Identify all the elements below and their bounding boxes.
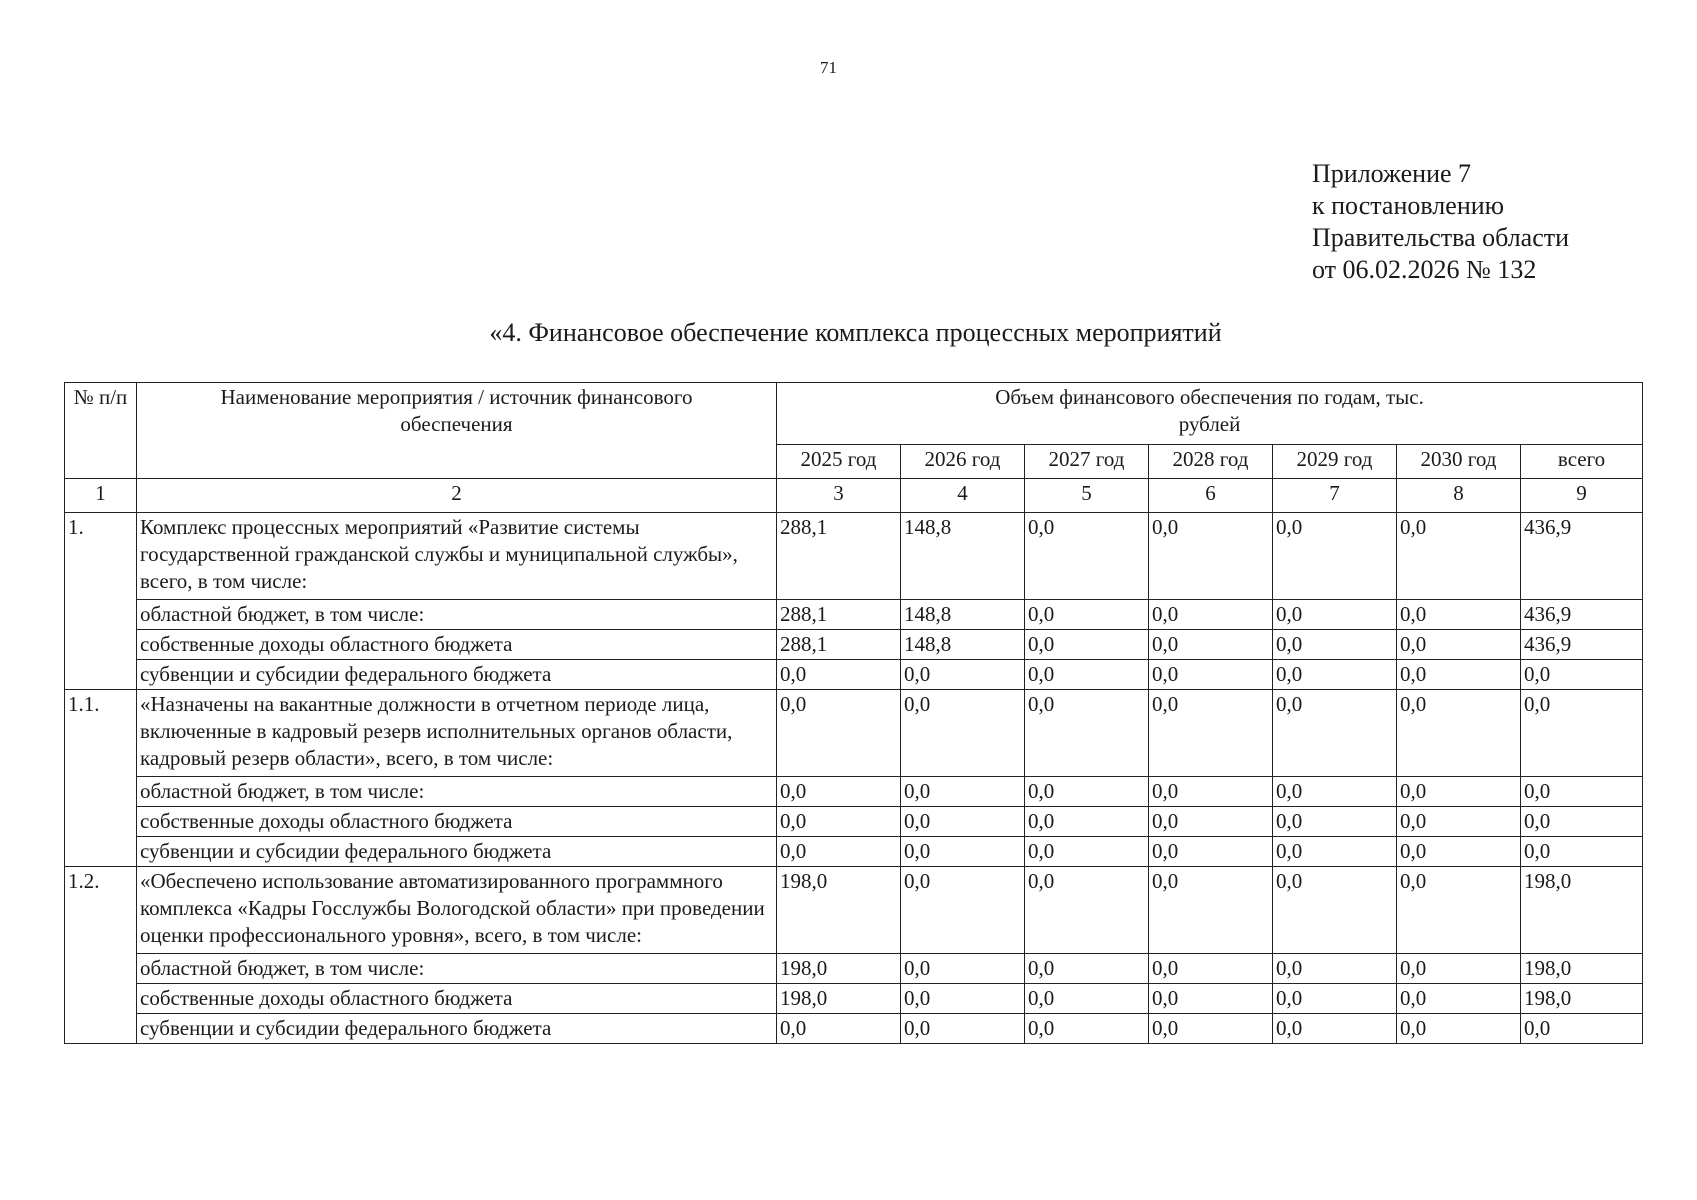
- value-cell: 0,0: [1149, 954, 1273, 984]
- header-year: 2027 год: [1025, 445, 1149, 479]
- value-cell: 0,0: [777, 777, 901, 807]
- value-cell: 0,0: [1149, 660, 1273, 690]
- row-name: собственные доходы областного бюджета: [137, 984, 777, 1014]
- value-cell: 0,0: [1521, 777, 1643, 807]
- value-cell: 0,0: [1397, 984, 1521, 1014]
- value-cell: 288,1: [777, 600, 901, 630]
- value-cell: 198,0: [777, 954, 901, 984]
- table-row: [65, 954, 1643, 984]
- header-no: № п/п: [65, 383, 137, 479]
- value-cell: 0,0: [901, 837, 1025, 867]
- row-name: областной бюджет, в том числе:: [137, 954, 777, 984]
- value-cell: 0,0: [1025, 984, 1149, 1014]
- value-cell: 0,0: [1397, 837, 1521, 867]
- header-year: всего: [1521, 445, 1643, 479]
- value-cell: 0,0: [1149, 1014, 1273, 1044]
- column-number: 9: [1521, 479, 1643, 513]
- table-row: [65, 867, 1643, 954]
- row-name: субвенции и субсидии федерального бюджета: [137, 660, 777, 690]
- value-cell: 148,8: [901, 513, 1025, 600]
- appendix-block: [1312, 158, 1569, 286]
- value-cell: 0,0: [1149, 600, 1273, 630]
- value-cell: 0,0: [1025, 1014, 1149, 1044]
- value-cell: 0,0: [1025, 954, 1149, 984]
- value-cell: 0,0: [1397, 1014, 1521, 1044]
- value-cell: 148,8: [901, 630, 1025, 660]
- row-name: областной бюджет, в том числе:: [137, 777, 777, 807]
- value-cell: 0,0: [1149, 867, 1273, 954]
- row-name: областной бюджет, в том числе:: [137, 600, 777, 630]
- table-row: [65, 984, 1643, 1014]
- table-row: [65, 777, 1643, 807]
- value-cell: 0,0: [1521, 660, 1643, 690]
- value-cell: 0,0: [1273, 867, 1397, 954]
- value-cell: 0,0: [1521, 837, 1643, 867]
- value-cell: 198,0: [1521, 867, 1643, 954]
- value-cell: 0,0: [777, 1014, 901, 1044]
- value-cell: 0,0: [901, 660, 1025, 690]
- value-cell: 0,0: [1273, 837, 1397, 867]
- value-cell: 0,0: [1025, 837, 1149, 867]
- table-row: [65, 837, 1643, 867]
- value-cell: 0,0: [1397, 867, 1521, 954]
- value-cell: 0,0: [1273, 513, 1397, 600]
- table-row: [65, 690, 1643, 777]
- column-number: 1: [65, 479, 137, 513]
- value-cell: 0,0: [1025, 777, 1149, 807]
- header-year: 2025 год: [777, 445, 901, 479]
- header-year: 2028 год: [1149, 445, 1273, 479]
- value-cell: 0,0: [1149, 513, 1273, 600]
- table-row: [65, 807, 1643, 837]
- column-number: 3: [777, 479, 901, 513]
- value-cell: 0,0: [1025, 690, 1149, 777]
- row-number: 1.1.: [65, 690, 137, 867]
- value-cell: 0,0: [1273, 954, 1397, 984]
- header-year: 2030 год: [1397, 445, 1521, 479]
- row-name: «Назначены на вакантные должности в отчетном периоде лица, включенные в кадровый резерв исполнительных органов области, кадровый резерв области», всего, в том числе:: [137, 690, 777, 777]
- value-cell: 0,0: [1273, 660, 1397, 690]
- value-cell: 0,0: [1025, 513, 1149, 600]
- page-number: 71: [820, 58, 837, 77]
- table-row: [65, 630, 1643, 660]
- value-cell: 0,0: [1025, 600, 1149, 630]
- row-name: субвенции и субсидии федерального бюджета: [137, 1014, 777, 1044]
- value-cell: 0,0: [1397, 600, 1521, 630]
- column-number: 7: [1273, 479, 1397, 513]
- value-cell: 0,0: [1521, 690, 1643, 777]
- value-cell: 0,0: [777, 807, 901, 837]
- appendix-line-2: к постановлению: [1312, 191, 1505, 220]
- value-cell: 0,0: [777, 690, 901, 777]
- column-number: 4: [901, 479, 1025, 513]
- value-cell: 0,0: [901, 984, 1025, 1014]
- header-year: 2026 год: [901, 445, 1025, 479]
- value-cell: 0,0: [1149, 630, 1273, 660]
- value-cell: 0,0: [1149, 984, 1273, 1014]
- header-year: 2029 год: [1273, 445, 1397, 479]
- value-cell: 0,0: [1149, 777, 1273, 807]
- value-cell: 0,0: [1273, 984, 1397, 1014]
- value-cell: 198,0: [777, 984, 901, 1014]
- value-cell: 436,9: [1521, 513, 1643, 600]
- value-cell: 0,0: [1397, 513, 1521, 600]
- row-name: «Обеспечено использование автоматизированного программного комплекса «Кадры Госслужбы Вологодской области» при проведении оценки профессионального уровня», всего, в том числе:: [137, 867, 777, 954]
- value-cell: 0,0: [901, 867, 1025, 954]
- value-cell: 0,0: [1273, 630, 1397, 660]
- financing-table: [64, 382, 1643, 1044]
- value-cell: 0,0: [1025, 630, 1149, 660]
- value-cell: 0,0: [1273, 690, 1397, 777]
- value-cell: 0,0: [1149, 807, 1273, 837]
- value-cell: 0,0: [1521, 807, 1643, 837]
- header-name: Наименование мероприятия / источник финансового обеспечения: [137, 383, 777, 479]
- table-row: [65, 513, 1643, 600]
- value-cell: 198,0: [1521, 984, 1643, 1014]
- value-cell: 0,0: [1273, 807, 1397, 837]
- column-number: 5: [1025, 479, 1149, 513]
- appendix-line-3: Правительства области: [1312, 223, 1570, 252]
- value-cell: 0,0: [1397, 630, 1521, 660]
- row-name: собственные доходы областного бюджета: [137, 807, 777, 837]
- value-cell: 0,0: [901, 1014, 1025, 1044]
- table-row: [65, 600, 1643, 630]
- appendix-line-4: от 06.02.2026 № 132: [1312, 255, 1537, 284]
- value-cell: 436,9: [1521, 630, 1643, 660]
- value-cell: 0,0: [1397, 660, 1521, 690]
- value-cell: 288,1: [777, 513, 901, 600]
- value-cell: 0,0: [1273, 1014, 1397, 1044]
- value-cell: 0,0: [1397, 807, 1521, 837]
- column-number: 2: [137, 479, 777, 513]
- column-number: 6: [1149, 479, 1273, 513]
- value-cell: 0,0: [1397, 690, 1521, 777]
- value-cell: 0,0: [1273, 777, 1397, 807]
- value-cell: 0,0: [1149, 690, 1273, 777]
- value-cell: 0,0: [1273, 600, 1397, 630]
- value-cell: 0,0: [901, 690, 1025, 777]
- value-cell: 0,0: [1149, 837, 1273, 867]
- document-title: «4. Финансовое обеспечение комплекса процессных мероприятий: [489, 318, 1222, 347]
- header-volume: Объем финансового обеспечения по годам, тыс. рублей: [777, 383, 1643, 445]
- column-number: 8: [1397, 479, 1521, 513]
- value-cell: 436,9: [1521, 600, 1643, 630]
- table-row: [65, 1014, 1643, 1044]
- table-header: [65, 383, 1643, 513]
- value-cell: 0,0: [777, 837, 901, 867]
- table-row: [65, 660, 1643, 690]
- value-cell: 0,0: [777, 660, 901, 690]
- value-cell: 0,0: [1025, 660, 1149, 690]
- value-cell: 0,0: [901, 777, 1025, 807]
- value-cell: 0,0: [901, 807, 1025, 837]
- value-cell: 198,0: [777, 867, 901, 954]
- table-body: [65, 513, 1643, 1044]
- value-cell: 198,0: [1521, 954, 1643, 984]
- row-number: 1.: [65, 513, 137, 690]
- row-name: собственные доходы областного бюджета: [137, 630, 777, 660]
- value-cell: 0,0: [1025, 867, 1149, 954]
- value-cell: 0,0: [1397, 777, 1521, 807]
- value-cell: 0,0: [901, 954, 1025, 984]
- row-number: 1.2.: [65, 867, 137, 1044]
- row-name: субвенции и субсидии федерального бюджета: [137, 837, 777, 867]
- value-cell: 0,0: [1521, 1014, 1643, 1044]
- value-cell: 148,8: [901, 600, 1025, 630]
- value-cell: 0,0: [1397, 954, 1521, 984]
- value-cell: 0,0: [1025, 807, 1149, 837]
- value-cell: 288,1: [777, 630, 901, 660]
- appendix-line-1: Приложение 7: [1312, 159, 1472, 188]
- row-name: Комплекс процессных мероприятий «Развитие системы государственной гражданской службы и муниципальной службы», всего, в том числе:: [137, 513, 777, 600]
